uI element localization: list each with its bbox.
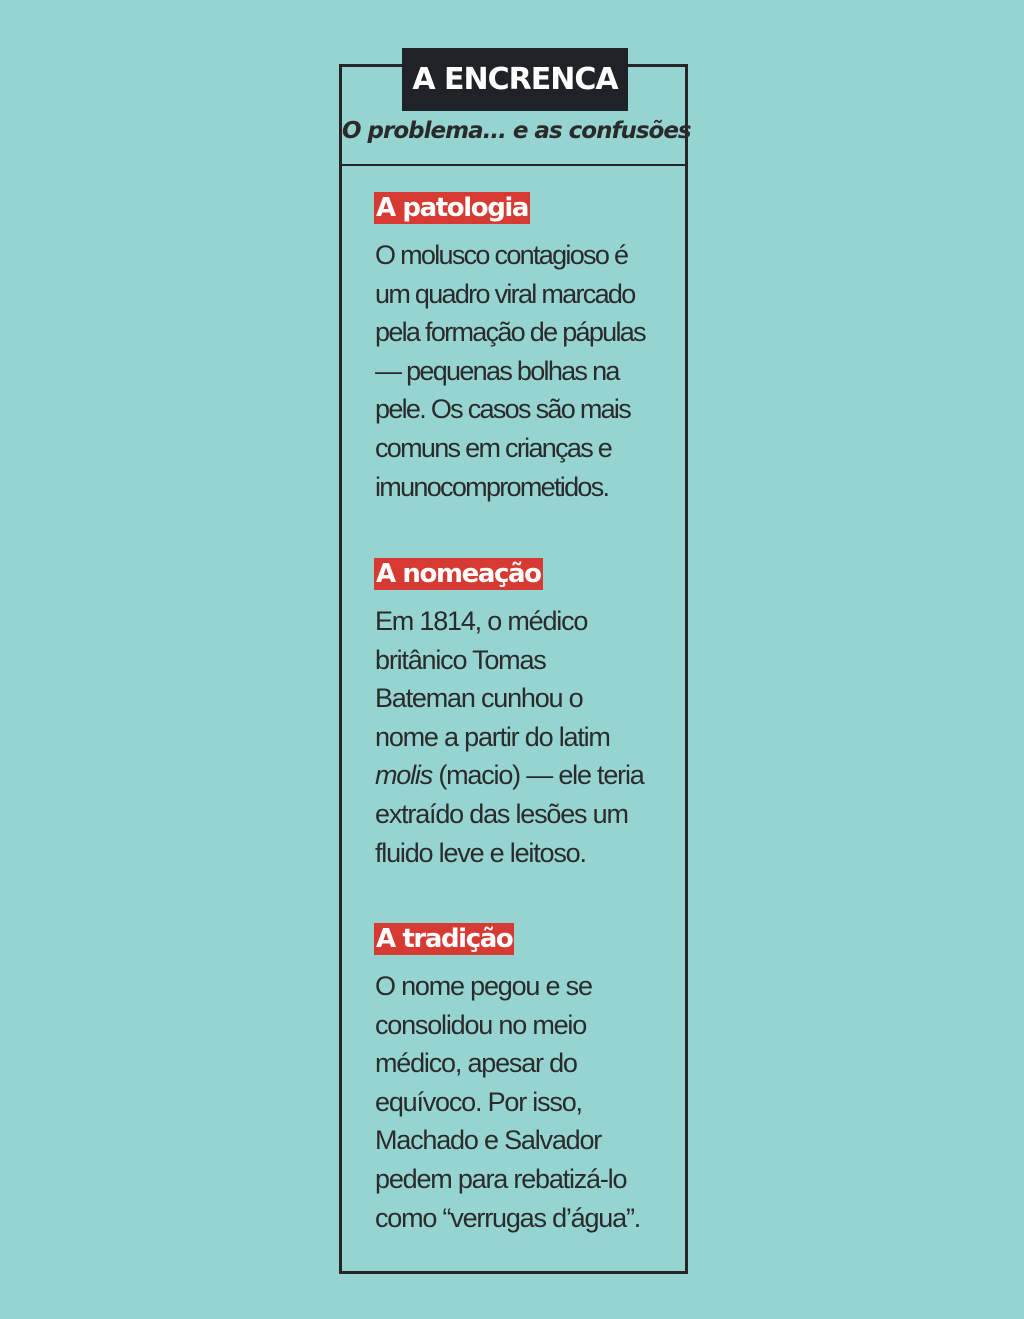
text-line: — pequenas bolhas na — [375, 355, 619, 386]
section-title-tradicao: A tradição — [376, 924, 513, 954]
text-line: Machado e Salvador — [375, 1125, 602, 1156]
text-line: britânico Tomas — [375, 644, 546, 675]
section-title-patologia: A patologia — [376, 193, 529, 223]
text-line: imunocomprometidos. — [375, 471, 609, 502]
text-line: Em 1814, o médico — [375, 606, 588, 636]
text-line: consolidou no meio — [375, 1009, 587, 1040]
text-line: equívoco. Por isso, — [375, 1086, 582, 1117]
text-line: pela formação de pápulas — [375, 317, 645, 348]
text-line: como “verrugas d’água”. — [375, 1202, 641, 1233]
box-tag-title: A ENCRENCA — [402, 48, 628, 111]
header-divider — [342, 164, 685, 166]
text-line: médico, apesar do — [375, 1048, 577, 1079]
text-line: pele. Os casos são mais — [375, 394, 631, 425]
text-line — [375, 756, 675, 795]
section-title-nomeacao: A nomeação — [376, 559, 541, 589]
text-line: um quadro viral marcado — [375, 278, 635, 309]
section-body-patologia — [375, 236, 675, 506]
text-line-rest: (macio) — ele teria — [432, 760, 644, 791]
section-body-tradicao — [375, 967, 675, 1237]
text-line: pedem para rebatizá-lo — [375, 1163, 627, 1194]
text-line: extraído das lesões um — [375, 798, 628, 829]
text-line: fluido leve e leitoso. — [375, 837, 586, 868]
text-line: nome a partir do latim — [375, 721, 610, 752]
section-body-nomeacao — [375, 602, 675, 872]
text-line: O nome pegou e se — [375, 971, 592, 1001]
text-line: O molusco contagioso é — [375, 240, 628, 270]
text-line: comuns em crianças e — [375, 432, 612, 463]
latin-word: molis — [375, 760, 433, 791]
box-subtitle: O problema... e as confusões — [342, 118, 691, 144]
text-line: Bateman cunhou o — [375, 683, 583, 714]
